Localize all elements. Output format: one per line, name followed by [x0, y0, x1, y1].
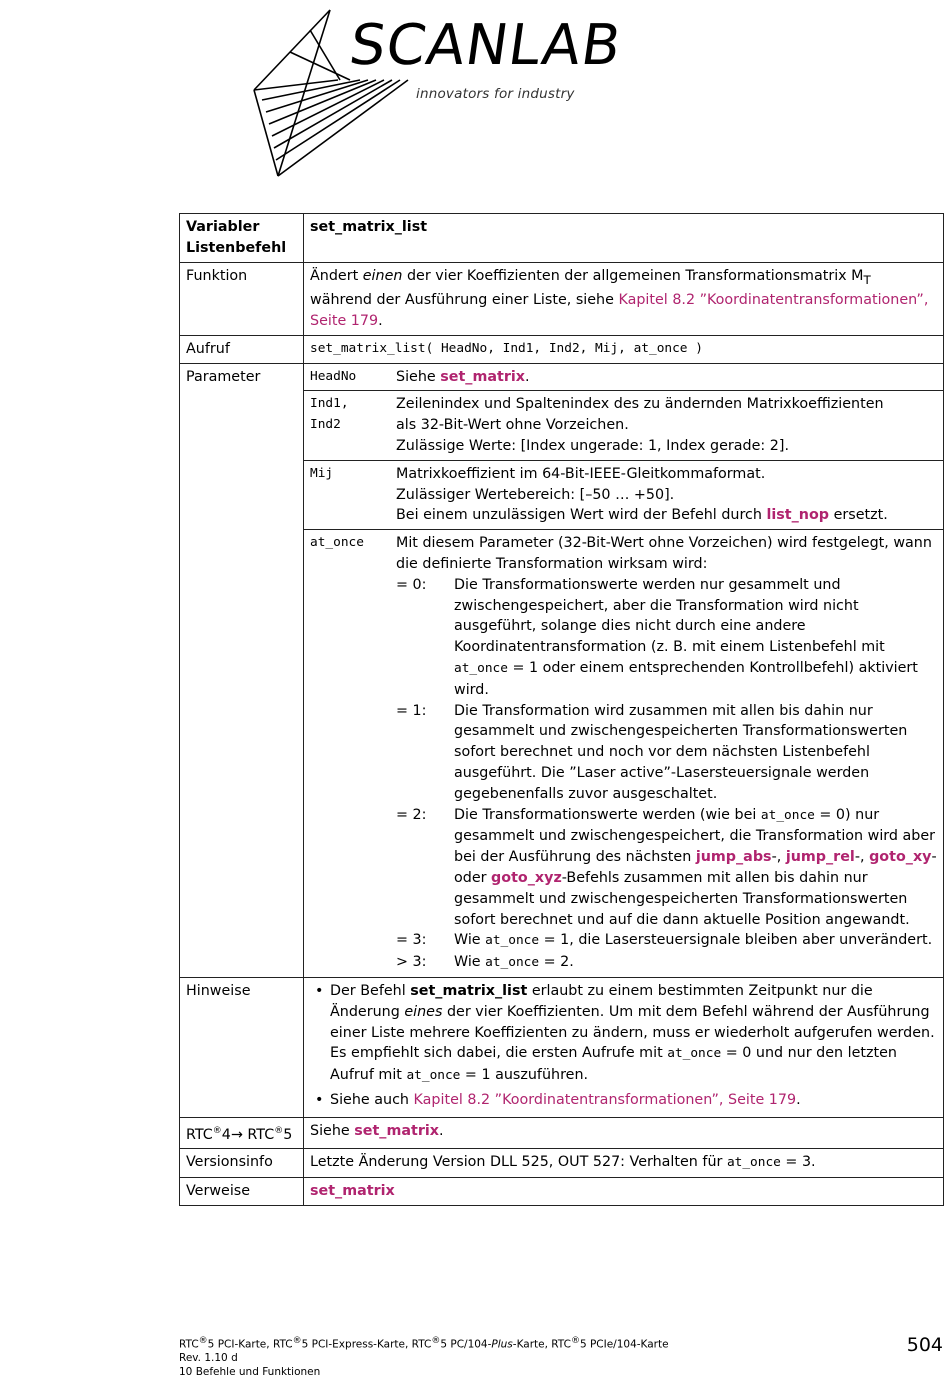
- code: at_once: [485, 933, 540, 949]
- set-matrix-link[interactable]: set_matrix: [440, 368, 525, 385]
- param-name: Mij: [304, 460, 390, 529]
- text-line: Zulässiger Wertebereich: [–50 … +50].: [396, 486, 675, 503]
- text: .: [525, 368, 530, 385]
- text: -,: [854, 849, 870, 866]
- emphasis: eines: [404, 1003, 443, 1020]
- param-name: at_once: [304, 530, 390, 977]
- value-key: = 3:: [396, 932, 427, 949]
- command-name: set_matrix_list: [304, 214, 944, 263]
- hinweise-label: Hinweise: [180, 977, 304, 1117]
- registered-mark: ®: [570, 1336, 580, 1346]
- aufruf-label: Aufruf: [180, 335, 304, 363]
- text: .: [378, 313, 383, 330]
- text: .: [796, 1091, 801, 1108]
- text: = 1, die Lasersteuersignale bleiben aber unverändert.: [539, 932, 933, 949]
- verweise-text: [304, 1178, 944, 1206]
- versionsinfo-text: [304, 1149, 944, 1178]
- text: = 0) nur gesammelt und zwischengespeichert, die Transformation wird aber bei der Ausführung des nächsten: [454, 806, 936, 866]
- text: = 1 auszuführen.: [460, 1067, 589, 1084]
- emphasis: einen: [362, 267, 403, 284]
- text: ersetzt.: [829, 507, 888, 524]
- registered-mark: ®: [274, 1125, 284, 1136]
- text: RTC: [186, 1126, 213, 1143]
- text: = 1 oder einem entsprechenden Kontrollbefehl) aktiviert wird.: [454, 660, 918, 698]
- value-0: [396, 575, 937, 701]
- text: Die Transformationswerte werden nur gesammelt und zwischengespeichert, aber die Transformation wird nicht ausgeführt, solange dies nicht durch eine andere Koordinatentransformation (z. B. mit einem Listenbefehl mit: [454, 576, 885, 656]
- funktion-row: [180, 262, 944, 335]
- value-3: [396, 930, 937, 952]
- value-2: [396, 805, 937, 931]
- command-spec-table: [179, 213, 944, 1206]
- text: während der Ausführung einer Liste, siehe: [310, 292, 619, 309]
- subscript: T: [863, 272, 871, 287]
- aufruf-code: set_matrix_list( HeadNo, Ind1, Ind2, Mij, at_once ): [304, 335, 944, 363]
- jump-abs-link[interactable]: jump_abs: [695, 849, 772, 866]
- logo-tagline: innovators for industry: [416, 86, 575, 102]
- rtc-row: [180, 1117, 944, 1149]
- code: at_once: [406, 1068, 461, 1084]
- set-matrix-link[interactable]: set_matrix: [310, 1183, 395, 1200]
- value-text: [454, 952, 937, 974]
- note-item: [310, 1090, 937, 1111]
- code: at_once: [667, 1046, 722, 1062]
- value-gt3: [396, 952, 937, 974]
- text: 5: [283, 1126, 293, 1143]
- funktion-text: [304, 262, 944, 335]
- text: Siehe: [310, 1122, 355, 1139]
- text-line: Zulässige Werte: [Index ungerade: 1, Index gerade: 2].: [396, 438, 790, 455]
- code: at_once: [726, 1155, 781, 1171]
- value-1: [396, 701, 937, 805]
- scanlab-logo: [250, 8, 700, 180]
- footer-products: [179, 1335, 669, 1352]
- value-key: = 0:: [396, 576, 427, 593]
- value-text: [454, 930, 937, 952]
- text: Wie: [454, 954, 486, 971]
- footer-chapter: 10 Befehle und Funktionen: [179, 1365, 321, 1378]
- parameter-label: Parameter: [180, 363, 304, 977]
- text: Die Transformationswerte werden (wie bei: [454, 806, 761, 823]
- footer-revision: Rev. 1.10 d: [179, 1352, 238, 1365]
- text: 5 PCI-Karte, RTC: [207, 1338, 293, 1351]
- param-name: [304, 391, 390, 460]
- chapter-link[interactable]: Kapitel 8.2 ”Koordinatentransformationen”, Seite 179: [413, 1091, 797, 1108]
- param-headno: [304, 364, 943, 391]
- text: Wie: [454, 932, 486, 949]
- verweise-row: [180, 1178, 944, 1206]
- param-ind: [304, 391, 943, 460]
- param-atonce: [304, 530, 943, 977]
- param-name: HeadNo: [310, 368, 357, 384]
- command-ref: set_matrix_list: [410, 982, 528, 999]
- text: -Befehls zusammen mit allen bis dahin nur gesammelt und zwischengespeicherten Transformationswerten sofort berechnet und auf die dann aktuelle Position angewandt.: [454, 869, 910, 928]
- text: Letzte Änderung Version DLL 525, OUT 527: Verhalten für: [310, 1154, 727, 1171]
- text-intro: Mit diesem Parameter (32-Bit-Wert ohne Vorzeichen) wird festgelegt, wann die definierte Transformation wirksam wird:: [396, 535, 932, 573]
- goto-xy-link[interactable]: goto_xy: [869, 849, 932, 866]
- text-line: Zeilenindex und Spaltenindex des zu ändernden Matrixkoeffizienten: [396, 396, 884, 413]
- param-desc: [390, 364, 943, 391]
- text: 5 PCIe/104-Karte: [579, 1338, 669, 1351]
- param-name-ind1: Ind1,: [310, 396, 349, 412]
- code: at_once: [454, 661, 508, 676]
- text: Der Befehl: [330, 982, 411, 999]
- logo-wordmark: SCANLAB: [345, 13, 626, 78]
- text: Siehe: [396, 368, 441, 385]
- set-matrix-link[interactable]: set_matrix: [354, 1122, 439, 1139]
- versionsinfo-label: Versionsinfo: [180, 1149, 304, 1178]
- param-desc: [390, 460, 943, 529]
- param-desc: [390, 530, 943, 977]
- rtc-label: [180, 1117, 304, 1149]
- text: -Karte, RTC: [512, 1338, 571, 1351]
- parameter-table: [304, 364, 943, 977]
- text: erlaubt zu einem bestimmten Zeitpunkt nur die Änderung: [330, 982, 873, 1020]
- page-number: 504: [906, 1334, 943, 1356]
- parameter-cell: [304, 363, 944, 977]
- text: -,: [771, 849, 786, 866]
- rtc-text: [304, 1117, 944, 1149]
- jump-rel-link[interactable]: jump_rel: [785, 849, 855, 866]
- funktion-label: Funktion: [180, 262, 304, 335]
- hinweise-cell: [304, 977, 944, 1117]
- param-mij: [304, 460, 943, 529]
- text: - oder: [454, 849, 937, 886]
- text: .: [439, 1122, 444, 1139]
- value-key: = 1:: [396, 702, 427, 719]
- versionsinfo-row: [180, 1149, 944, 1178]
- text: 5 PCI-Express-Karte, RTC: [301, 1338, 432, 1351]
- code: at_once: [760, 807, 815, 823]
- text: = 0 und nur den letzten Aufruf mit: [330, 1045, 897, 1084]
- value-key: > 3:: [396, 954, 427, 971]
- registered-mark: ®: [292, 1336, 302, 1346]
- text: Siehe auch: [330, 1091, 414, 1108]
- goto-xyz-link[interactable]: goto_xyz: [491, 869, 562, 886]
- list-nop-link[interactable]: list_nop: [766, 507, 830, 524]
- text: Bei einem unzulässigen Wert wird der Befehl durch: [396, 507, 767, 524]
- aufruf-row: [180, 335, 944, 363]
- text: der vier Koeffizienten. Um mit dem Befehl während der Ausführung einer Liste mehrere Koeffizienten zu ändern, muss er wiederholt aufgerufen werden. Es empfiehlt sich dabei, die ersten Aufrufe mit: [330, 1003, 935, 1062]
- verweise-label: Verweise: [180, 1178, 304, 1206]
- code: at_once: [485, 955, 540, 971]
- text-line: Matrixkoeffizient im 64-Bit-IEEE-Gleitkommaformat.: [396, 465, 766, 482]
- text: = 2.: [539, 954, 574, 971]
- param-name-ind2: Ind2: [310, 417, 341, 433]
- value-text: Die Transformation wird zusammen mit allen bis dahin nur gesammelt und zwischengespeicherten Transformationswerten sofort berechnet und noch vor dem nächsten Listenbefehl ausgeführt. Die ”Laser active”-Lasersteuersignale werden gegebenenfalls zuvor ausgeschaltet.: [454, 702, 908, 802]
- text: RTC: [179, 1338, 199, 1351]
- value-text: [454, 575, 937, 701]
- registered-mark: ®: [212, 1125, 222, 1136]
- emphasis: Plus: [491, 1338, 513, 1351]
- value-key: = 2:: [396, 806, 427, 823]
- text: Ändert: [310, 267, 363, 284]
- text: 4→ RTC: [221, 1126, 275, 1143]
- note-item: [310, 981, 937, 1087]
- chapter-link[interactable]: Kapitel 8.2 ”Koordinatentransformationen”, Seite 179: [310, 292, 929, 330]
- parameter-row: [180, 363, 944, 977]
- header-row: [180, 214, 944, 263]
- hinweise-row: [180, 977, 944, 1117]
- page-footer: [179, 1335, 669, 1379]
- notes-list: [310, 981, 937, 1111]
- text-line: [396, 505, 937, 526]
- text: = 3.: [780, 1154, 816, 1171]
- value-text: [454, 805, 937, 931]
- registered-mark: ®: [198, 1336, 208, 1346]
- param-desc: [390, 391, 943, 460]
- header-label: Variabler Listenbefehl: [180, 214, 304, 263]
- text: 5 PC/104-: [440, 1338, 492, 1351]
- registered-mark: ®: [431, 1336, 441, 1346]
- text: der vier Koeffizienten der allgemeinen Transformationsmatrix M: [402, 267, 864, 284]
- text-line: als 32-Bit-Wert ohne Vorzeichen.: [396, 417, 629, 434]
